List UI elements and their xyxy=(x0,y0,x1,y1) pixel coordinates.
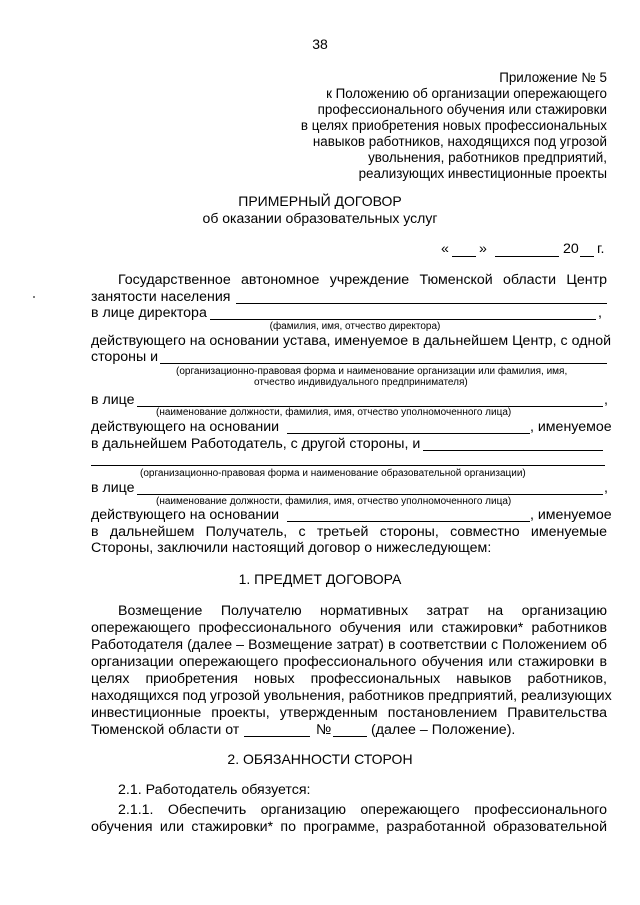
person-label-2: в лице xyxy=(91,480,135,496)
employment-label: занятости населения xyxy=(91,289,231,305)
acting-label: действующего на основании xyxy=(91,419,280,435)
employer-blank[interactable] xyxy=(160,363,607,364)
paragraph-line: Тюменской области от xyxy=(91,722,240,738)
org-hint: (организационно-правовая форма и наименование образовательной организации) xyxy=(140,468,526,479)
named-label: , именуемое xyxy=(530,419,612,435)
document-title: ПРИМЕРНЫЙ ДОГОВОР xyxy=(238,193,402,209)
director-hint: (фамилия, имя, отчество директора) xyxy=(269,321,441,332)
employer-hint: (организационно-правовая форма и наименование организации или фамилия, имя, xyxy=(176,366,568,377)
charter-line: действующего на основании устава, именуемое в дальнейшем Центр, с одной xyxy=(91,333,612,349)
acting-basis-blank-2[interactable] xyxy=(287,521,530,522)
appendix-line: увольнения, работников предприятий, xyxy=(368,150,607,165)
acting-basis-blank[interactable] xyxy=(287,433,530,434)
person-hint-2: (наименование должности, фамилия, имя, отчество уполномоченного лица) xyxy=(156,496,512,507)
month-blank[interactable] xyxy=(495,256,559,257)
clause: 2.1.1. Обеспечить организацию опережающего профессионального xyxy=(118,802,607,818)
director-blank[interactable] xyxy=(210,319,596,320)
year-blank[interactable] xyxy=(580,256,594,257)
director-label: в лице директора xyxy=(91,305,207,321)
paragraph-line: целях приобретения новых профессиональных навыков работников, xyxy=(91,671,607,687)
appendix-line: в целях приобретения новых профессиональных xyxy=(300,118,607,133)
acting-label-2: действующего на основании xyxy=(91,507,280,523)
document-subtitle: об оказании образовательных услуг xyxy=(202,210,438,226)
side-label: стороны и xyxy=(91,349,159,365)
scan-speck xyxy=(33,296,35,298)
clause: обучения или стажировки* по программе, разработанной образовательной xyxy=(91,819,607,835)
parties-line: Стороны, заключили настоящий договор о нижеследующем: xyxy=(91,540,492,556)
appendix-line: Приложение № 5 xyxy=(499,70,607,85)
appendix-line: навыков работников, находящихся под угрозой xyxy=(312,134,607,149)
section-heading: 2. ОБЯЗАННОСТИ СТОРОН xyxy=(227,751,413,767)
paragraph-line: организации опережающего профессионального обучения или стажировки в xyxy=(91,654,607,670)
employer-hint: отчество индивидуального предпринимателя) xyxy=(254,377,468,388)
edu-org-blank-2[interactable] xyxy=(91,465,605,466)
edu-org-blank[interactable] xyxy=(423,450,603,451)
person-blank-2[interactable] xyxy=(137,494,603,495)
clause: 2.1. Работодатель обязуется: xyxy=(118,782,311,798)
employer-line: в дальнейшем Работодатель, с другой стороны, и xyxy=(91,436,421,452)
paragraph-line: инвестиционные проекты, утвержденным постановлением Правительства xyxy=(91,705,607,721)
person-hint: (наименование должности, фамилия, имя, отчество уполномоченного лица) xyxy=(156,407,512,418)
resolution-date-blank[interactable] xyxy=(244,736,310,737)
appendix-line: профессионального обучения или стажировки xyxy=(317,102,607,117)
named-label-2: , именуемое xyxy=(530,507,612,523)
appendix-line: к Положению об организации опережающего xyxy=(326,86,607,101)
paragraph-line: находящихся под угрозой увольнения, работников предприятий, реализующих xyxy=(91,688,612,704)
person-label: в лице xyxy=(91,392,135,408)
paragraph-line: Работодателя (далее – Возмещение затрат) в соответствии с Положением об xyxy=(91,637,607,653)
section-heading: 1. ПРЕДМЕТ ДОГОВОРА xyxy=(238,571,402,587)
day-blank[interactable] xyxy=(452,256,476,257)
appendix-line: реализующих инвестиционные проекты xyxy=(358,166,607,181)
paragraph-line: опережающего профессионального обучения или стажировки* работников xyxy=(91,620,607,636)
resolution-number-blank[interactable] xyxy=(333,736,367,737)
intro-line: Государственное автономное учреждение Тюменской области Центр xyxy=(118,272,607,288)
page-number: 38 xyxy=(312,36,328,52)
paragraph-line: Возмещение Получателю нормативных затрат на организацию xyxy=(118,603,607,619)
recipient-line: в дальнейшем Получатель, с третьей стороны, совместно именуемые xyxy=(91,524,607,540)
employment-center-blank[interactable] xyxy=(236,303,607,304)
